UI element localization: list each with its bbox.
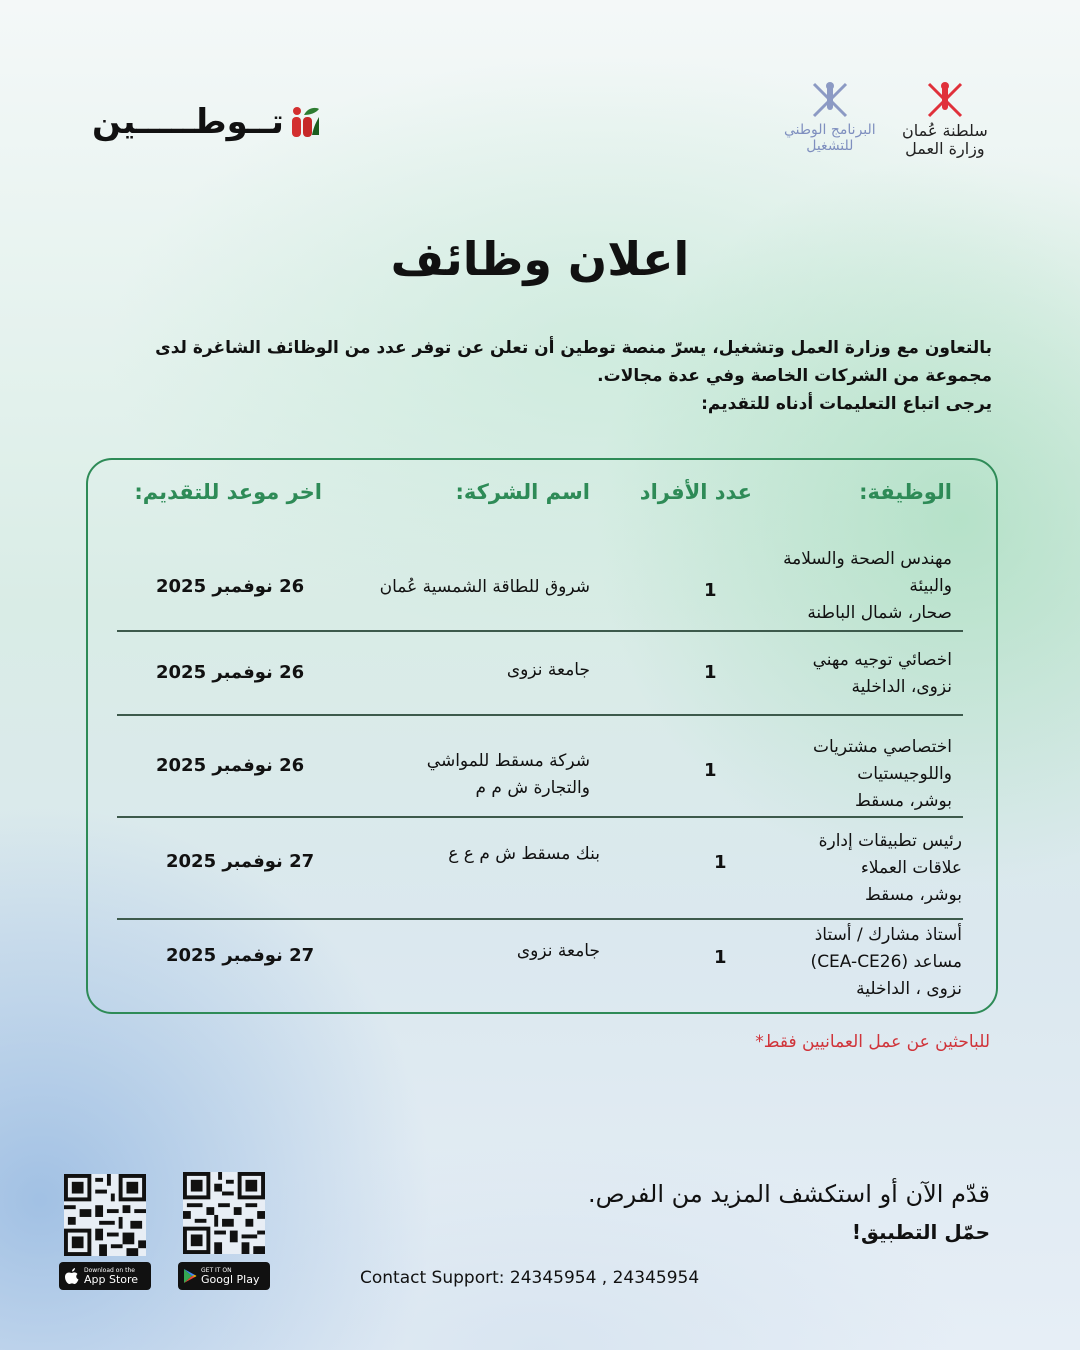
job-title-cont: مساعد (CEA-CE26) [810, 952, 962, 972]
company-cell [380, 574, 590, 601]
deadline-cell: 26 نوفمبر 2025 [156, 576, 305, 597]
apple-icon [64, 1267, 80, 1285]
deadline-cell: 26 نوفمبر 2025 [156, 755, 305, 776]
tawteen-logo [92, 100, 320, 144]
job-title: اختصاصي مشتريات [813, 737, 952, 757]
company-cell [517, 938, 600, 965]
google-play-qr-code[interactable] [183, 1172, 265, 1254]
job-title: مهندس الصحة والسلامة [783, 549, 952, 569]
tawteen-mark-icon [290, 105, 320, 139]
company-name-cont: والتجارة ش م م [475, 778, 590, 798]
job-title-cont: واللوجيستيات [857, 764, 952, 784]
job-title: رئيس تطبيقات إدارة [818, 831, 962, 851]
cta-text: قدّم الآن أو استكشف المزيد من الفرص. [588, 1180, 990, 1208]
google-play-button[interactable] [178, 1262, 270, 1290]
contact-support: Contact Support: 24345954 , 24345954 [360, 1268, 700, 1288]
count-cell: 1 [714, 852, 727, 873]
deadline-cell: 27 نوفمبر 2025 [166, 851, 315, 872]
omani-only-note: للباحثين عن عمل العمانيين فقط* [755, 1032, 990, 1052]
count-cell: 1 [704, 662, 717, 683]
google-play-icon [183, 1268, 197, 1284]
page-title: اعلان وظائف [390, 232, 690, 286]
job-location: نزوى ، الداخلية [856, 979, 962, 999]
brand-name: تــوطـــــين [92, 102, 284, 142]
job-title: اخصائي توجيه مهني [812, 650, 952, 670]
company-cell [507, 657, 590, 684]
ministry-logo-line2: وزارة العمل [905, 139, 985, 158]
app-store-small-text: Download on the [84, 1266, 135, 1274]
header-job: الوظيفة: [859, 480, 952, 504]
national-employment-program-logo [784, 78, 876, 154]
download-app-text: حمّل التطبيق! [851, 1220, 990, 1244]
company-name: شروق للطاقة الشمسية عُمان [379, 577, 590, 597]
intro-paragraph: بالتعاون مع وزارة العمل وتشغيل، يسرّ منصة توطين أن تعلن عن توفر عدد من الوظائف الشاغرة لدى مجموعة من الشركات الخاصة وفي عدة مجالات. [155, 338, 992, 386]
app-store-qr-code[interactable] [64, 1174, 146, 1256]
job-cell [813, 647, 952, 701]
row-divider [117, 630, 963, 632]
program-logo-line2: للتشغيل [806, 138, 854, 154]
company-cell [448, 841, 600, 868]
job-cell [811, 922, 962, 1003]
google-play-big-text: Googl Play [201, 1272, 260, 1286]
job-location: صحار، شمال الباطنة [807, 603, 952, 623]
header-count: عدد الأفراد [639, 480, 752, 504]
job-location: بوشر، مسقط [864, 885, 962, 905]
program-emblem-icon [808, 78, 852, 122]
row-divider [117, 714, 963, 716]
job-location: نزوى، الداخلية [851, 677, 952, 697]
job-title-cont: علاقات العملاء [860, 858, 962, 878]
intro-instructions: يرجى اتباع التعليمات أدناه للتقديم: [701, 394, 992, 414]
job-cell [813, 734, 952, 815]
oman-emblem-icon [923, 78, 967, 122]
count-cell: 1 [704, 760, 717, 781]
job-title-cont: والبيئة [909, 576, 952, 596]
header-company: اسم الشركة: [455, 480, 590, 504]
app-store-button[interactable] [59, 1262, 151, 1290]
company-cell [427, 748, 590, 802]
deadline-cell: 27 نوفمبر 2025 [166, 945, 315, 966]
company-name: شركة مسقط للمواشي [426, 751, 590, 771]
row-divider [117, 816, 963, 818]
row-divider [117, 918, 963, 920]
deadline-cell: 26 نوفمبر 2025 [156, 662, 305, 683]
ministry-of-labour-logo [902, 78, 988, 158]
company-name: جامعة نزوى [506, 660, 590, 680]
job-cell [783, 546, 952, 627]
google-play-small-text: GET IT ON [201, 1266, 232, 1274]
intro-text [92, 334, 992, 418]
program-logo-line1: البرنامج الوطني [784, 122, 876, 138]
app-store-big-text: App Store [84, 1272, 139, 1286]
job-cell [819, 828, 962, 909]
ministry-logo-line1: سلطنة عُمان [902, 121, 988, 140]
company-name: جامعة نزوى [516, 941, 600, 961]
job-location: بوشر، مسقط [854, 791, 952, 811]
header-deadline: اخر موعد للتقديم: [134, 480, 322, 504]
job-title: أستاذ مشارك / أستاذ [814, 925, 962, 945]
count-cell: 1 [704, 580, 717, 601]
company-name: بنك مسقط ش م ع ع [448, 844, 600, 864]
count-cell: 1 [714, 947, 727, 968]
